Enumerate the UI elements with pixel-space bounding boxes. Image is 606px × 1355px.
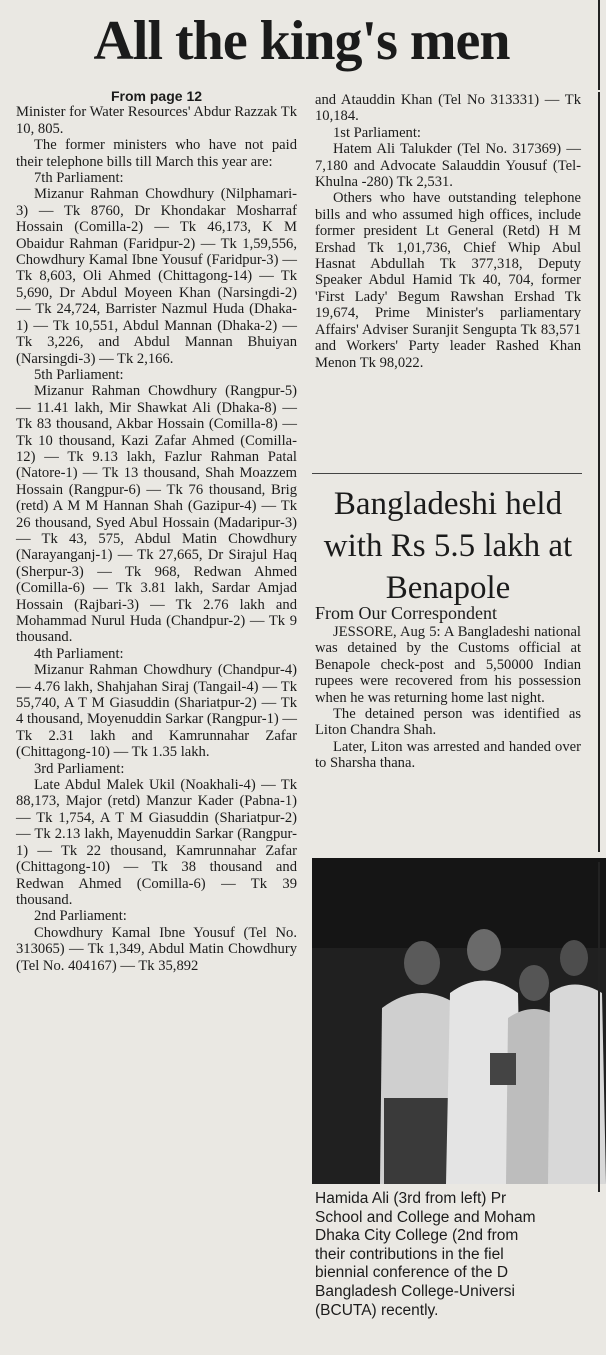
caption-line-2: School and College and Moham (315, 1208, 536, 1226)
paragraph-continued: and Atauddin Khan (Tel No 313331) — Tk 10,184. (315, 92, 581, 125)
left-column (16, 88, 297, 974)
heading-1st-parliament: 1st Parliament: (333, 124, 421, 141)
paragraph-former-ministers: The former ministers who have not paid their telephone bills till March this year are: (16, 137, 297, 170)
heading-5th-parliament: 5th Parliament: (34, 366, 124, 383)
caption-line-4: their contributions in the fiel (315, 1245, 504, 1263)
story-body (315, 624, 581, 772)
story-headline: Bangladeshi held with Rs 5.5 lakh at Benapole (323, 486, 573, 606)
paragraph-3rd-parliament: Late Abdul Malek Ukil (Noakhali-4) — Tk 88,173, Major (retd) Manzur Kader (Pabna-1) — Tk 1,754, A T M Giasuddin (Shariatpur-2) — Tk 2.13 lakh, Mayenuddin Sarkar (Rangpur-1) — Tk 22 thousand, Kamrunnahar Zafar (Chittagong-10) — Tk 38 thousand and Redwan Ahmed (Comilla-6) — Tk 39 thousand. (16, 777, 297, 908)
column-rule-top (598, 0, 600, 90)
caption-line-3: Dhaka City College (2nd from (315, 1227, 519, 1245)
paragraph-1st-parliament: Hatem Ali Talukder (Tel No. 317369) — 7,180 and Advocate Salauddin Yousuf (Tel-Khulna -280) Tk 2,531. (315, 141, 581, 191)
headline: All the king's men (93, 10, 510, 72)
news-photo (312, 858, 606, 1184)
right-column-continued (315, 92, 581, 371)
photo-caption (315, 1190, 606, 1320)
paragraph-5th-parliament: Mizanur Rahman Chowdhury (Rangpur-5) — 11.41 lakh, Mir Shawkat Ali (Dhaka-8) — Tk 83 thousand, Akbar Hossain (Comilla-8) — Tk 10 thousand, Kazi Zafar Ahmed (Comilla-12) — Tk 9.13 lakh, Fazlur Rahman Patal (Natore-1) — Tk 13 thousand, Shah Moazzem Hossain (Rangpur-6) — Tk 76 thousand, Brig (retd) A M M Hannan Shah (Gazipur-4) — Tk 26 thousand, Syed Abul Hossain (Madaripur-3) — Tk 43, 575, Abdul Matin Chowdhury (Narayanganj-1) — Tk 27,665, Dr Sirajul Haq (Sherpur-3) — Tk 968, Redwan Ahmed (Comilla-6) — Tk 3.81 lakh, Sardar Amjad Hossain (Rajbari-3) — Tk 2.76 lakh and Mohammad Nurul Huda (Chandpur-2) — Tk 9 thousand. (16, 383, 297, 646)
caption-line-5: biennial conference of the D (315, 1264, 509, 1282)
caption-line-7: (BCUTA) recently. (315, 1301, 439, 1319)
paragraph-intro: Minister for Water Resources' Abdur Razzak Tk 10, 805. (16, 104, 297, 137)
story-paragraph-1: JESSORE, Aug 5: A Bangladeshi national was detained by the Customs official at Benapole check-post and 5,50000 Indian rupees were recovered from his possession when he was returning home last night. (315, 624, 581, 706)
heading-7th-parliament: 7th Parliament: (34, 170, 124, 187)
caption-line-6: Bangladesh College-Universi (315, 1282, 515, 1300)
story-divider (312, 473, 582, 474)
paragraph-7th-parliament: Mizanur Rahman Chowdhury (Nilphamari-3) — Tk 8760, Dr Khondakar Mosharraf Hossain (Comilla-2) — Tk 46,173, K M Obaidur Rahman (Faridpur-2) — Tk 1,59,556, Chowdhury Kamal Ibne Yousuf (Faridpur-3) — Tk 8,603, Oli Ahmed (Chittagong-14) — Tk 5,690, Dr Abdul Moyeen Khan (Narsingdi-2) — Tk 24,724, Barrister Nazmul Huda (Dhaka-1) — Tk 10,551, Abdul Mannan (Dhaka-2) — Tk 3,226, and Abdul Mannan Bhuiyan (Narsingdi-3) — Tk 2,166. (16, 186, 297, 367)
column-rule-right (598, 92, 600, 852)
story-paragraph-3: Later, Liton was arrested and handed over to Sharsha thana. (315, 738, 581, 772)
paragraph-others: Others who have outstanding telephone bills and who assumed high offices, include former president Lt General (Retd) H M Ershad Tk 1,01,736, Chief Whip Abul Hasnat Abdullah Tk 377,318, Deputy Speaker Abdul Hamid Tk 40, 704, former 'First Lady' Begum Rawshan Ershad Tk 19,674, Prime Minister's parliamentary Affairs' Adviser Suranjit Sengupta Tk 83,571 and Workers' Party leader Rashed Khan Menon Tk 98,022. (315, 190, 581, 371)
caption-line-1: Hamida Ali (3rd from left) Pr (315, 1190, 507, 1207)
heading-2nd-parliament: 2nd Parliament: (34, 908, 127, 925)
column-rule-photo (598, 862, 600, 1192)
photo-illustration (312, 858, 606, 1184)
heading-4th-parliament: 4th Parliament: (34, 645, 124, 662)
story-byline: From Our Correspondent (315, 603, 497, 623)
paragraph-2nd-parliament: Chowdhury Kamal Ibne Yousuf (Tel No. 313065) — Tk 1,349, Abdul Matin Chowdhury (Tel No. 404167) — Tk 35,892 (16, 924, 297, 974)
heading-3rd-parliament: 3rd Parliament: (34, 760, 125, 777)
story-paragraph-2: The detained person was identified as Liton Chandra Shah. (315, 706, 581, 739)
from-page-label: From page 12 (110, 88, 203, 104)
paragraph-4th-parliament: Mizanur Rahman Chowdhury (Chandpur-4) — 4.76 lakh, Shahjahan Siraj (Tangail-4) — Tk 55,740, A T M Giasuddin (Shariatpur-2) — Tk 4 thousand, Moyenuddin Sarkar (Rangpur-1) — Tk 2.31 lakh and Kamrunnahar Zafar (Chittagong-10) — Tk 1.35 lakh. (16, 662, 297, 761)
